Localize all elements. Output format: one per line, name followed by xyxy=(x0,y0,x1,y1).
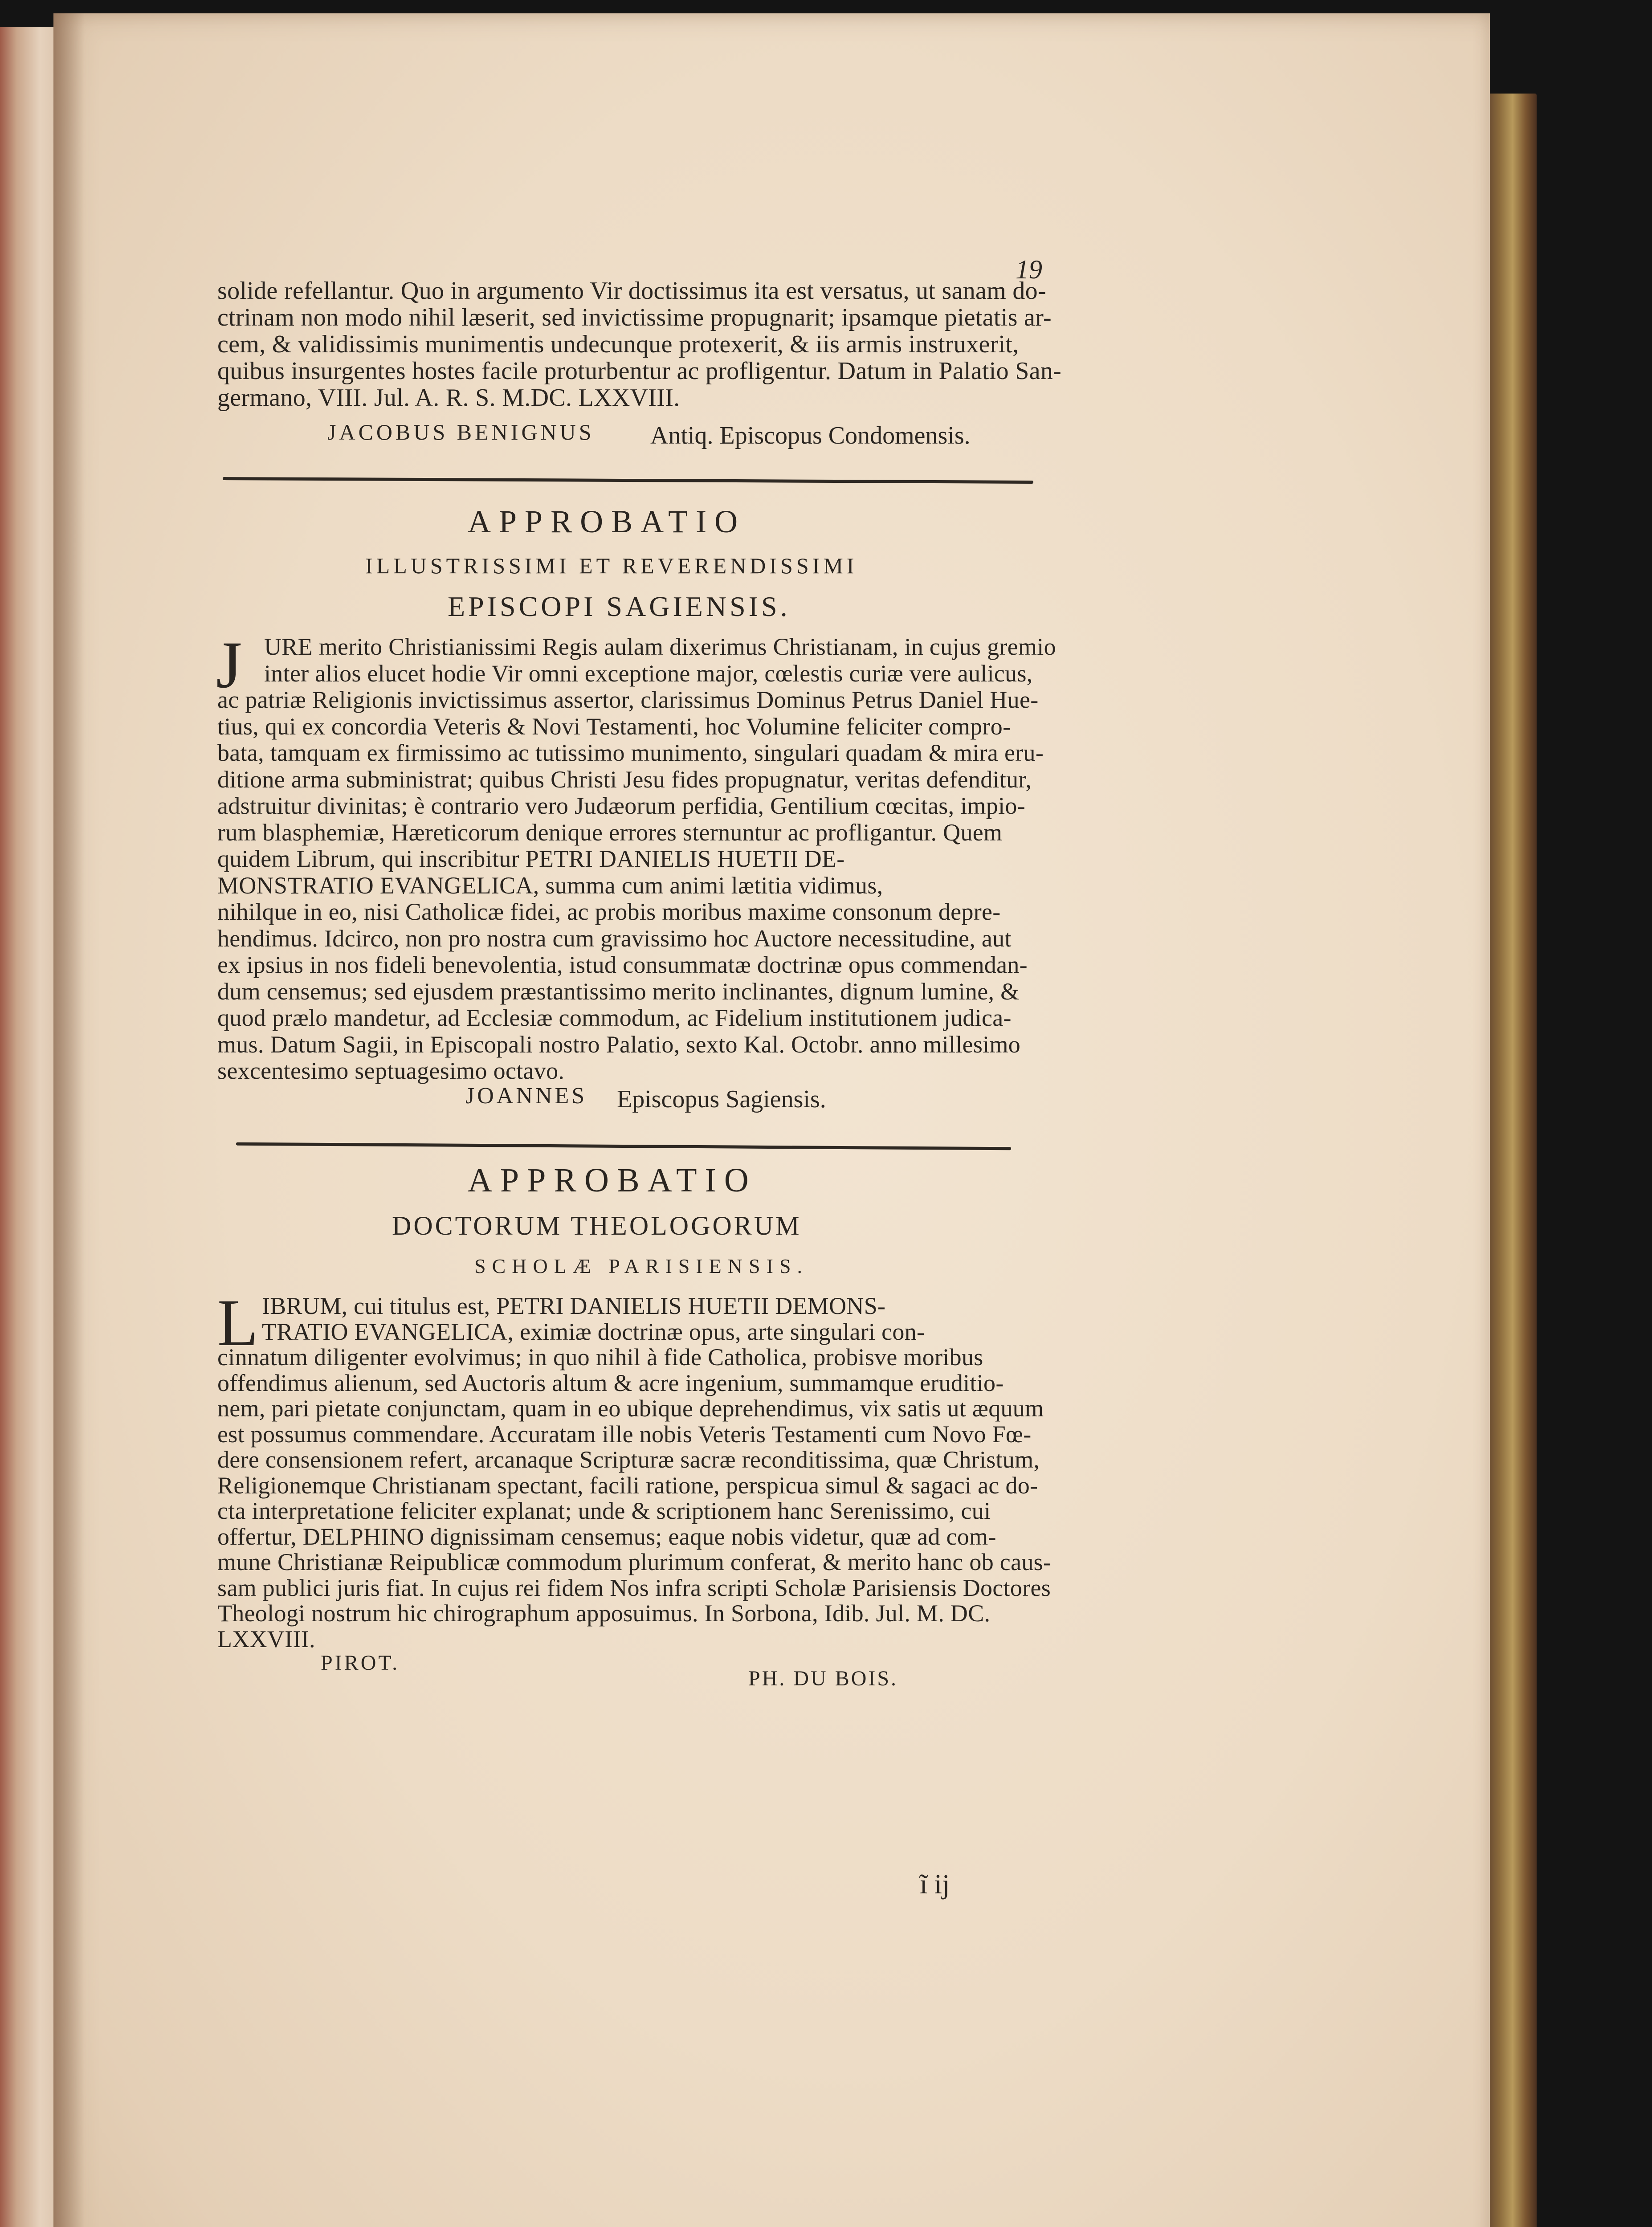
text-line: URE merito Christianissimi Regis aulam dixerimus Christianam, in cujus gremio xyxy=(264,633,1056,660)
text-line: quod prælo mandetur, ad Ecclesiæ commodum, ac Fidelium institutionem judica- xyxy=(217,1004,1012,1031)
text-line: rum blasphemiæ, Hæreticorum denique errores sternuntur ac profligantur. Quem xyxy=(217,819,1003,846)
text-line: bata, tamquam ex firmissimo ac tutissimo munimento, singulari quadam & mira eru- xyxy=(217,739,1044,766)
section3-subtitle1: DOCTORUM THEOLOGORUM xyxy=(392,1211,802,1240)
section3-signature-left: PIROT. xyxy=(321,1651,400,1675)
section3-title: APPROBATIO xyxy=(468,1162,757,1199)
section2-subtitle2: EPISCOPI SAGIENSIS. xyxy=(448,591,791,622)
text-line: cta interpretatione feliciter explanat; unde & scriptionem hanc Serenissimo, cui xyxy=(217,1497,991,1524)
text-line: sam publici juris fiat. In cujus rei fidem Nos infra scripti Scholæ Parisiensis Doctores xyxy=(217,1574,1051,1601)
text-line: quidem Librum, qui inscribitur PETRI DANIELIS HUETII DE- xyxy=(217,845,845,872)
text-line: ditione arma subministrat; quibus Christi Jesu fides propugnatur, veritas defenditur, xyxy=(217,766,1032,793)
text-line: LXXVIII. xyxy=(217,1625,315,1652)
section1-signature-title: Antiq. Episcopus Condomensis. xyxy=(650,422,971,449)
text-line: MONSTRATIO EVANGELICA, summa cum animi lætitia vidimus, xyxy=(217,872,883,899)
text-line: IBRUM, cui titulus est, PETRI DANIELIS HUETII DEMONS- xyxy=(262,1293,886,1319)
text-line: quibus insurgentes hostes facile proturbentur ac profligentur. Datum in Palatio San- xyxy=(217,357,1062,385)
text-line: ctrinam non modo nihil læserit, sed invictissime propugnarit; ipsamque pietatis ar- xyxy=(217,304,1052,331)
text-line: ac patriæ Religionis invictissimus assertor, clarissimus Dominus Petrus Daniel Hue- xyxy=(217,686,1039,713)
text-line: nem, pari pietate conjunctam, quam in eo ubique deprehendimus, vix satis ut æquum xyxy=(217,1395,1044,1422)
text-line: Theologi nostrum hic chirographum apposuimus. In Sorbona, Idib. Jul. M. DC. xyxy=(217,1600,991,1627)
text-line: mune Christianæ Reipublicæ commodum plurimum conferat, & merito hanc ob caus- xyxy=(217,1549,1052,1575)
text-line: est possumus commendare. Accuratam ille nobis Veteris Testamenti cum Novo Fœ- xyxy=(217,1420,1032,1448)
text-line: hendimus. Idcirco, non pro nostra cum gravissimo hoc Auctore necessitudine, aut xyxy=(217,925,1012,952)
text-line: dere consensionem refert, arcanaque Scripturæ sacræ reconditissima, quæ Christum, xyxy=(217,1446,1040,1473)
text-line: inter alios elucet hodie Vir omni exceptione major, cœlestis curiæ vere aulicus, xyxy=(264,660,1033,687)
page-number: 19 xyxy=(1016,255,1042,284)
text-line: mus. Datum Sagii, in Episcopali nostro Palatio, sexto Kal. Octobr. anno millesimo xyxy=(217,1031,1021,1058)
text-line: sexcentesimo septuagesimo octavo. xyxy=(217,1057,565,1084)
text-line: dum censemus; sed ejusdem præstantissimo merito inclinantes, dignum lumine, & xyxy=(217,978,1020,1005)
text-line: TRATIO EVANGELICA, eximiæ doctrinæ opus, arte singulari con- xyxy=(262,1318,925,1345)
footer-signature-mark: ĩ ij xyxy=(920,1869,950,1900)
text-line: nihilque in eo, nisi Catholicæ fidei, ac probis moribus maxime consonum depre- xyxy=(217,898,1001,925)
text-line: cem, & validissimis munimentis undecunque protexerit, & iis armis instruxerit, xyxy=(217,330,1019,358)
text-line: offertur, DELPHINO dignissimam censemus; eaque nobis videtur, quæ ad com- xyxy=(217,1523,996,1550)
section2-signature-title: Episcopus Sagiensis. xyxy=(617,1085,826,1113)
section3-signature-right: PH. DU BOIS. xyxy=(748,1667,898,1690)
text-line: offendimus alienum, sed Auctoris altum & acre ingenium, summamque eruditio- xyxy=(217,1369,1004,1396)
section3-dropcap: L xyxy=(217,1286,258,1360)
text-line: ex ipsius in nos fideli benevolentia, istud consummatæ doctrinæ opus commendan- xyxy=(217,951,1028,978)
text-line: germano, VIII. Jul. A. R. S. M.DC. LXXVIII. xyxy=(217,384,680,412)
text-line: solide refellantur. Quo in argumento Vir doctissimus ita est versatus, ut sanam do- xyxy=(217,277,1046,305)
section2-dropcap: J xyxy=(216,628,242,702)
section3-subtitle2: SCHOLÆ PARISIENSIS. xyxy=(474,1255,808,1277)
section1-signature-name: JACOBUS BENIGNUS xyxy=(327,420,595,445)
text-line: adstruitur divinitas; è contrario vero Judæorum perfidia, Gentilium cœcitas, impio- xyxy=(217,792,1025,819)
text-line: tius, qui ex concordia Veteris & Novi Testamenti, hoc Volumine feliciter compro- xyxy=(217,713,1011,740)
section2-signature-name: JOANNES xyxy=(465,1083,587,1109)
book-cover-edge xyxy=(1483,94,1537,2227)
gutter-shadow xyxy=(53,13,85,2227)
section2-subtitle1: ILLUSTRISSIMI ET REVERENDISSIMI xyxy=(365,553,858,578)
section2-title: APPROBATIO xyxy=(468,504,746,539)
text-line: Religionemque Christianam spectant, facili ratione, perspicua simul & sagaci ac do- xyxy=(217,1472,1038,1499)
text-line: cinnatum diligenter evolvimus; in quo nihil à fide Catholica, probisve moribus xyxy=(217,1344,983,1370)
